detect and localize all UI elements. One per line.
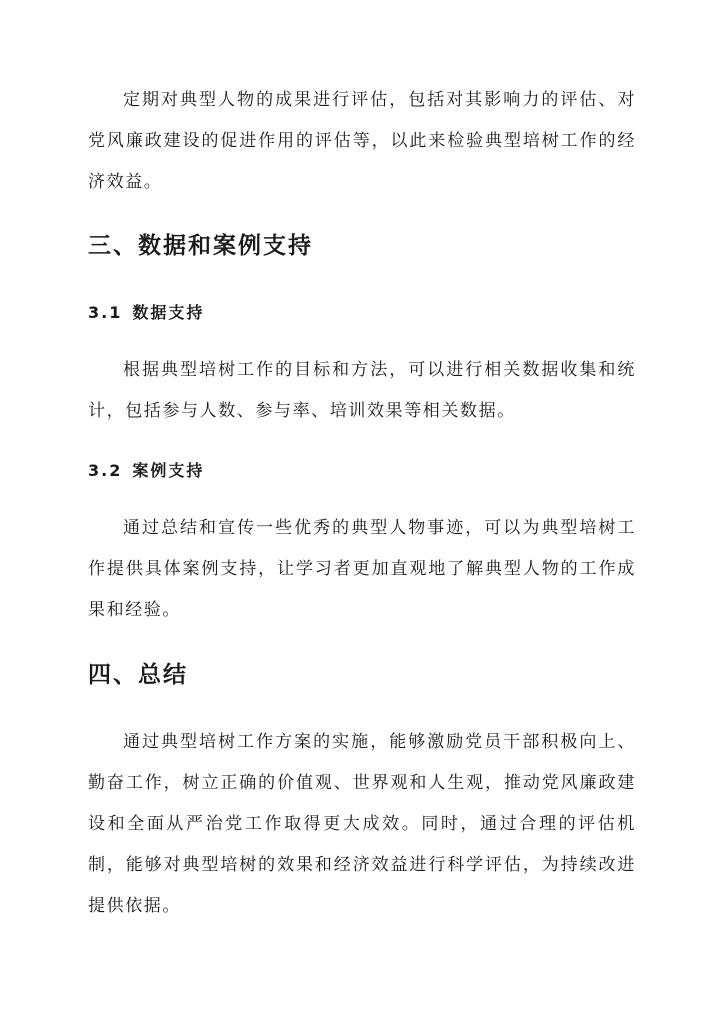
subsection-3-2-title: 案例支持 — [132, 461, 205, 480]
subsection-3-1-title: 数据支持 — [132, 303, 205, 322]
subsection-3-1-heading — [88, 302, 204, 324]
section-4-heading: 四、总结 — [88, 662, 188, 688]
paragraph-data-support: 根据典型培树工作的目标和方法，可以进行相关数据收集和统计，包括参与人数、参与率、培训效果等相关数据。 — [88, 360, 636, 421]
subsection-3-2-number: 3.2 — [88, 461, 123, 480]
subsection-3-2-heading — [88, 460, 204, 482]
paragraph-summary: 通过典型培树工作方案的实施，能够激励党员干部积极向上、勤奋工作，树立正确的价值观、世界观和人生观，推动党风廉政建设和全面从严治党工作取得更大成效。同时，通过合理的评估机制，能够对典型培树的效果和经济效益进行科学评估，为持续改进提供依据。 — [88, 732, 636, 916]
section-3-heading: 三、数据和案例支持 — [88, 233, 313, 259]
paragraph-case-support: 通过总结和宣传一些优秀的典型人物事迹，可以为典型培树工作提供具体案例支持，让学习者更加直观地了解典型人物的工作成果和经验。 — [88, 518, 636, 620]
paragraph-evaluation: 定期对典型人物的成果进行评估，包括对其影响力的评估、对党风廉政建设的促进作用的评估等，以此来检验典型培树工作的经济效益。 — [88, 90, 636, 192]
subsection-3-1-number: 3.1 — [88, 303, 123, 322]
